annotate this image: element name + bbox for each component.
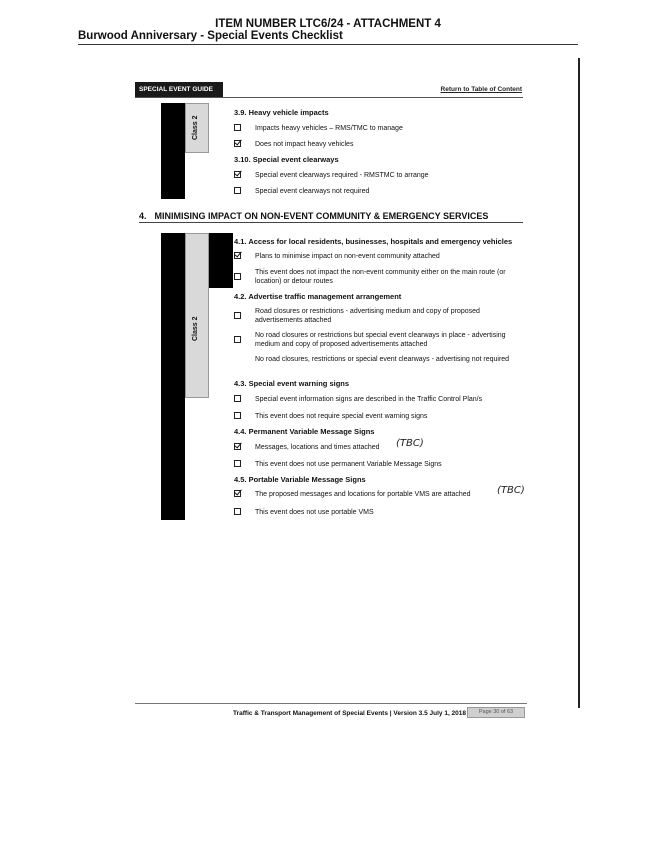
item-number-heading: ITEM NUMBER LTC6/24 - ATTACHMENT 4 bbox=[215, 18, 441, 30]
subsection-4-4-title: 4.4. Permanent Variable Message Signs bbox=[234, 427, 375, 436]
class-label: Class 2 bbox=[192, 115, 199, 140]
scan-edge-line bbox=[578, 58, 580, 708]
checkbox[interactable] bbox=[234, 508, 241, 515]
checkbox[interactable] bbox=[234, 312, 241, 319]
item-text: This event does not use portable VMS bbox=[255, 509, 374, 516]
checkbox-checked[interactable] bbox=[234, 490, 241, 497]
item-text: No road closures, restrictions or special event clearways - advertising not required bbox=[255, 356, 510, 363]
subsection-3-10-title: 3.10. Special event clearways bbox=[234, 155, 339, 164]
item-text: Road closures or restrictions - advertising medium and copy of proposed advertisements attached bbox=[255, 308, 480, 324]
checkbox[interactable] bbox=[234, 336, 241, 343]
subsection-3-9-title: 3.9. Heavy vehicle impacts bbox=[234, 108, 329, 117]
item-text: Plans to minimise impact on non-event community attached bbox=[255, 253, 440, 260]
checkbox[interactable] bbox=[234, 395, 241, 402]
checkbox-checked[interactable] bbox=[234, 443, 241, 450]
item-text: Special event clearways required - RMSTMC to arrange bbox=[255, 172, 429, 179]
item-text: Special event clearways not required bbox=[255, 188, 370, 195]
footer-divider bbox=[135, 703, 527, 704]
checkbox-checked[interactable] bbox=[234, 140, 241, 147]
item-text: This event does not require special event warning signs bbox=[255, 413, 428, 420]
checkbox[interactable] bbox=[234, 187, 241, 194]
subsection-4-1-title: 4.1. Access for local residents, businesses, hospitals and emergency vehicles bbox=[234, 237, 513, 246]
checkbox-checked[interactable] bbox=[234, 252, 241, 259]
margin-bar bbox=[161, 103, 185, 199]
checkbox[interactable] bbox=[234, 412, 241, 419]
page-number-badge: Page 30 of 63 bbox=[467, 707, 525, 718]
checkbox[interactable] bbox=[234, 460, 241, 467]
item-text: This event does not use permanent Variable Message Signs bbox=[255, 461, 442, 468]
checkbox[interactable] bbox=[234, 124, 241, 131]
item-text: This event does not impact the non-event community either on the main route (or location) or detour routes bbox=[255, 269, 506, 285]
checkbox-checked[interactable] bbox=[234, 171, 241, 178]
margin-bar bbox=[161, 233, 185, 520]
item-text: Impacts heavy vehicles – RMS/TMC to manage bbox=[255, 125, 403, 132]
section-number: 4. bbox=[139, 211, 147, 221]
handwritten-note-tbc: (TBC) bbox=[396, 438, 424, 449]
handwritten-note-tbc: (TBC) bbox=[497, 485, 525, 496]
item-text: Messages, locations and times attached bbox=[255, 444, 380, 451]
item-text: The proposed messages and locations for portable VMS are attached bbox=[255, 491, 471, 498]
footer-text: Traffic & Transport Management of Special Events | Version 3.5 July 1, 2018 bbox=[233, 710, 467, 717]
subsection-4-5-title: 4.5. Portable Variable Message Signs bbox=[234, 475, 366, 484]
section-title: MINIMISING IMPACT ON NON-EVENT COMMUNITY & EMERGENCY SERVICES bbox=[154, 211, 489, 221]
guide-divider bbox=[135, 97, 523, 98]
return-to-toc-link[interactable]: Return to Table of Content bbox=[440, 86, 522, 93]
checkbox[interactable] bbox=[234, 273, 241, 280]
item-text: Does not impact heavy vehicles bbox=[255, 141, 354, 148]
header-divider bbox=[78, 44, 578, 45]
special-event-guide-tab: SPECIAL EVENT GUIDE bbox=[135, 82, 223, 97]
margin-bar bbox=[209, 233, 233, 288]
document-subtitle: Burwood Anniversary - Special Events Checklist bbox=[78, 30, 343, 42]
item-text: Special event information signs are described in the Traffic Control Plan/s bbox=[255, 396, 483, 403]
item-text: No road closures or restrictions but special event clearways in place - advertising medium and copy of proposed advertisements attached bbox=[255, 332, 506, 348]
class-label: Class 2 bbox=[192, 316, 199, 341]
subsection-4-2-title: 4.2. Advertise traffic management arrangement bbox=[234, 292, 402, 301]
subsection-4-3-title: 4.3. Special event warning signs bbox=[234, 379, 350, 388]
section-divider bbox=[139, 222, 523, 223]
section-4-heading bbox=[139, 211, 488, 221]
